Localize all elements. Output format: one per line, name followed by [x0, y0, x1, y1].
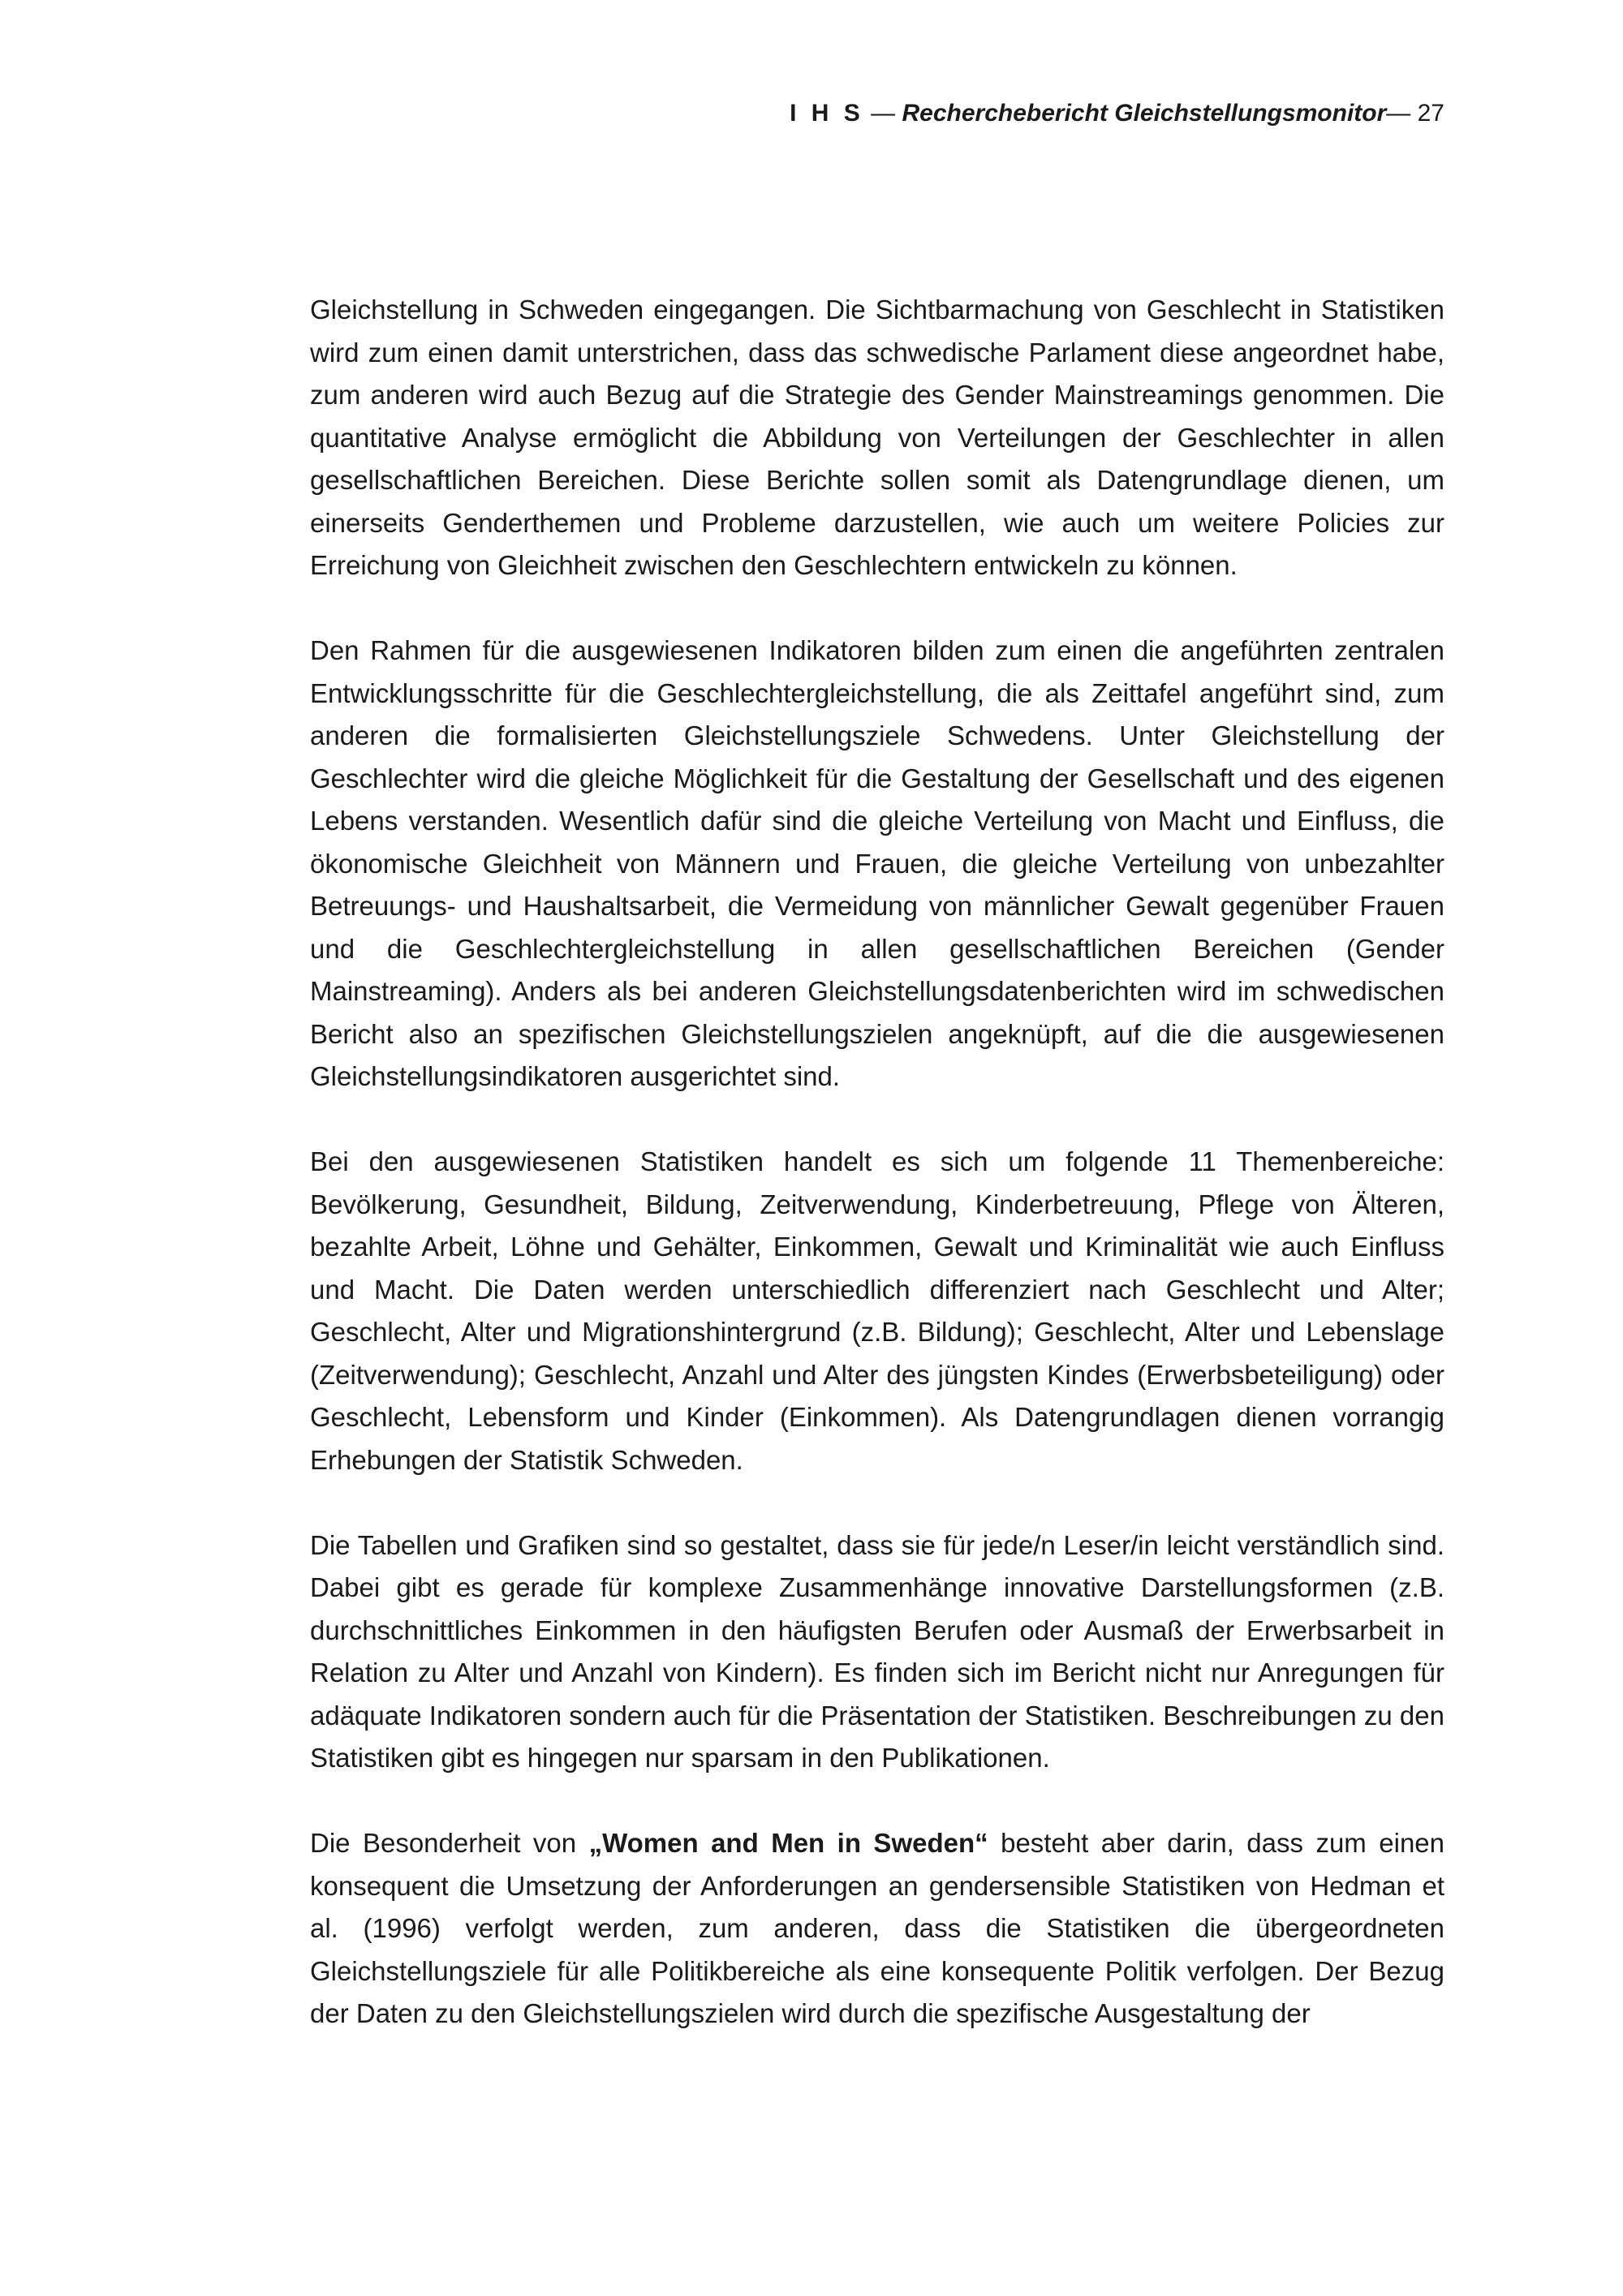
header-page-separator: —	[1386, 100, 1418, 127]
header-title: Recherchebericht Gleichstellungsmonitor	[902, 100, 1387, 127]
running-header	[310, 97, 1444, 130]
paragraph-5	[310, 1822, 1444, 2036]
body-text	[310, 289, 1444, 2036]
header-separator: —	[863, 100, 902, 127]
paragraph-4: Die Tabellen und Grafiken sind so gestaltet, dass sie für jede/n Leser/in leicht verständlich sind. Dabei gibt es gerade für komplexe Zusammenhänge innovative Darstellungsformen (z.B. durchschnittliches Einkommen in den häufigsten Berufen oder Ausmaß der Erwerbsarbeit in Relation zu Alter und Anzahl von Kindern). Es finden sich im Bericht nicht nur Anregungen für adäquate Indikatoren sondern auch für die Präsentation der Statistiken. Beschreibungen zu den Statistiken gibt es hingegen nur sparsam in den Publikationen.	[310, 1529, 1444, 1773]
paragraph-5-intro: Die Besonderheit von	[310, 1828, 589, 1858]
report-title-emphasis: „Women and Men in Sweden“	[588, 1828, 988, 1858]
header-org: I H S	[790, 100, 864, 127]
paragraph-3: Bei den ausgewiesenen Statistiken handelt es sich um folgende 11 Themenbereiche: Bevölkerung, Gesundheit, Bildung, Zeitverwendung, Kinderbetreuung, Pflege von Älteren, bezahlte Arbeit, Löhne und Gehälter, Einkommen, Gewalt und Kriminalität wie auch Einfluss und Macht. Die Daten werden unterschiedlich differenziert nach Geschlecht und Alter; Geschlecht, Alter und Migrationshintergrund (z.B. Bildung); Geschlecht, Alter und Lebenslage (Zeitverwendung); Geschlecht, Anzahl und Alter des jüngsten Kindes (Erwerbsbeteiligung) oder Geschlecht, Lebensform und Kinder (Einkommen). Als Datengrundlagen dienen vorrangig Erhebungen der Statistik Schweden.	[310, 1146, 1444, 1475]
page-number: 27	[1417, 100, 1444, 127]
paragraph-2: Den Rahmen für die ausgewiesenen Indikatoren bilden zum einen die angeführten zentralen Entwicklungsschritte für die Geschlechtergleichstellung, die als Zeittafel angeführt sind, zum anderen die formalisierten Gleichstellungsziele Schwedens. Unter Gleichstellung der Geschlechter wird die gleiche Möglichkeit für die Gestaltung der Gesellschaft und des eigenen Lebens verstanden. Wesentlich dafür sind die gleiche Verteilung von Macht und Einfluss, die ökonomische Gleichheit von Männern und Frauen, die gleiche Verteilung von unbezahlter Betreuungs- und Haushaltsarbeit, die Vermeidung von männlicher Gewalt gegenüber Frauen und die Geschlechtergleichstellung in allen gesellschaftlichen Bereichen (Gender Mainstreaming). Anders als bei anderen Gleichstellungsdatenberichten wird im schwedischen Bericht also an spezifischen Gleichstellungszielen angeknüpft, auf die die ausgewiesenen Gleichstellungsindikatoren ausgerichtet sind.	[310, 635, 1444, 1091]
paragraph-1: Gleichstellung in Schweden eingegangen. Die Sichtbarmachung von Geschlecht in Statistiken wird zum einen damit unterstrichen, dass das schwedische Parlament diese angeordnet habe, zum anderen wird auch Bezug auf die Strategie des Gender Mainstreamings genommen. Die quantitative Analyse ermöglicht die Abbildung von Verteilungen der Geschlechter in allen gesellschaftlichen Bereichen. Diese Berichte sollen somit als Datengrundlage dienen, um einerseits Genderthemen und Probleme darzustellen, wie auch um weitere Policies zur Erreichung von Gleichheit zwischen den Geschlechtern entwickeln zu können.	[310, 295, 1444, 580]
paragraph-5-rest: besteht aber darin, dass zum einen konsequent die Umsetzung der Anforderungen an gendersensible Statistiken von Hedman et al. (1996) verfolgt werden, zum anderen, dass die Statistiken die übergeordneten Gleichstellungsziele für alle Politikbereiche als eine konsequente Politik verfolgen. Der Bezug der Daten zu den Gleichstellungszielen wird durch die spezifische Ausgestaltung der	[310, 1828, 1444, 2028]
